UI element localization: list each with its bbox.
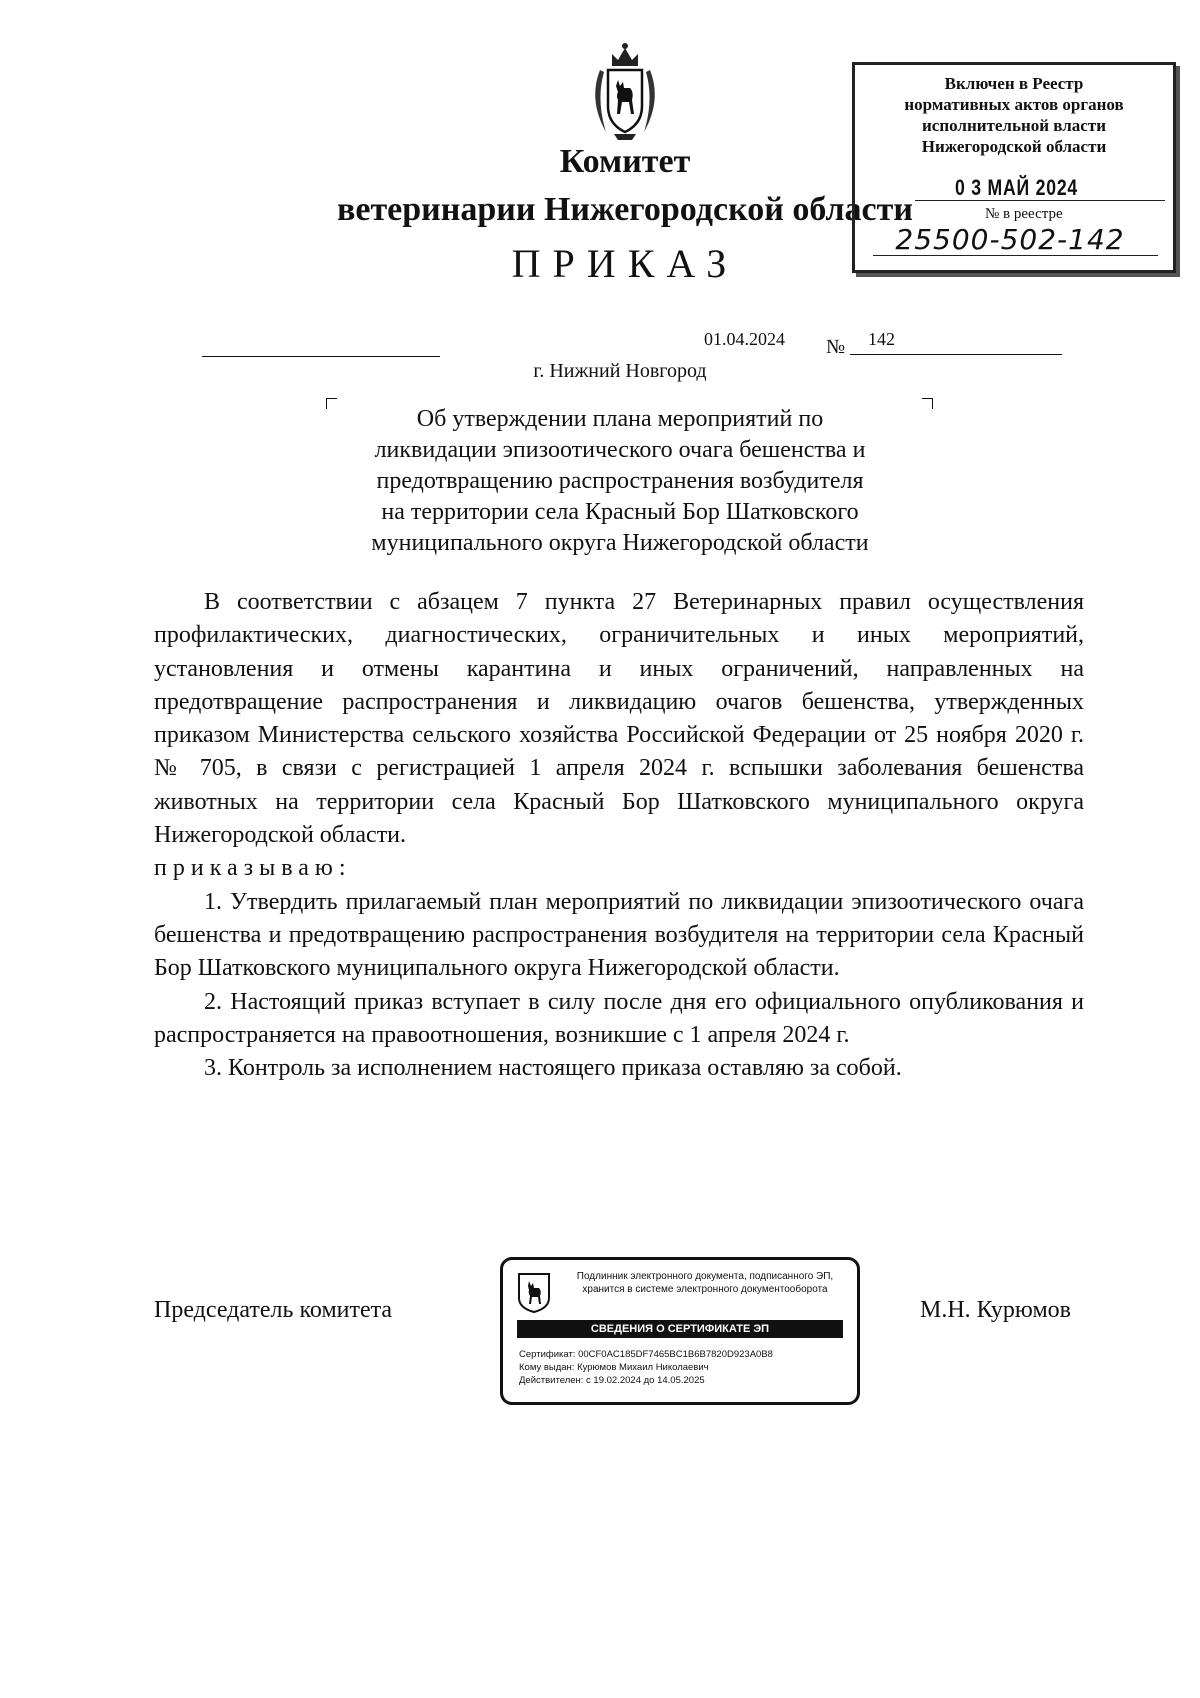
item-1-paragraph: 1. Утвердить прилагаемый план мероприятий по ликвидации эпизоотического очага бешенства и предотвращению распространения возбудителя на территории села Красный Бор Шатковского муниципального округа Нижегородской области. xyxy=(154,888,1084,982)
registry-stamp-text xyxy=(855,73,1173,157)
registry-stamp-line-4: Нижегородской области xyxy=(921,137,1107,156)
issuer-line-1: Комитет xyxy=(559,143,691,180)
esig-details xyxy=(519,1348,773,1387)
subject-line-2: ликвидации эпизоотического очага бешенства и xyxy=(374,437,866,463)
date-underline-left xyxy=(202,356,440,357)
preamble-paragraph: В соответствии с абзацем 7 пункта 27 Ветеринарных правил осуществления профилактических, диагностических, ограничительных и иных мероприятий, установления и отмены карантина и иных ограничений, направленных на предотвращение распространения и ликвидацию очагов бешенства, утвержденных приказом Министерства сельского хозяйства Российской Федерации от 25 ноября 2020 г. № 705, в связи с регистрацией 1 апреля 2024 г. вспышки заболевания бешенства животных на территории села Красный Бор Шатковского муниципального округа Нижегородской области. xyxy=(154,589,1084,849)
esig-certificate: Сертификат: 00CF0AC185DF7465BC1B6B7820D923A0B8 xyxy=(519,1349,773,1360)
registry-stamp-line-3: исполнительной власти xyxy=(922,116,1106,135)
issuer-line-2: ветеринарии Нижегородской области xyxy=(337,191,913,228)
esig-valid-period: Действителен: с 19.02.2024 до 14.05.2025 xyxy=(519,1375,705,1386)
divider xyxy=(915,200,1165,201)
coat-of-arms-icon xyxy=(586,40,664,144)
esig-header-line-1: Подлинник электронного документа, подписанного ЭП, xyxy=(576,1271,834,1282)
electronic-signature-stamp xyxy=(500,1257,860,1405)
registry-stamp-line-1: Включен в Реестр xyxy=(944,74,1084,93)
subject-line-1: Об утверждении плана мероприятий по xyxy=(416,406,824,432)
registry-number-label: № в реестре xyxy=(985,206,1063,222)
item-3-paragraph: 3. Контроль за исполнением настоящего приказа оставляю за собой. xyxy=(204,1055,902,1082)
esig-title-bar: СВЕДЕНИЯ О СЕРТИФИКАТЕ ЭП xyxy=(517,1320,843,1338)
subject-line-5: муниципального округа Нижегородской области xyxy=(371,530,869,556)
signatory-position: Председатель комитета xyxy=(154,1297,393,1323)
esig-issued-to: Кому выдан: Курюмов Михаил Николаевич xyxy=(519,1362,709,1373)
order-body xyxy=(154,586,1084,1085)
esig-header xyxy=(555,1270,855,1296)
decree-word: приказываю: xyxy=(154,855,352,882)
registry-stamp xyxy=(852,62,1176,273)
order-date: 01.04.2024 xyxy=(704,329,785,349)
signatory-name: М.Н. Курюмов xyxy=(920,1297,1072,1323)
divider xyxy=(873,255,1158,256)
subject-line-3: предотвращению распространения возбудителя xyxy=(376,468,864,494)
registry-number-handwritten: 25500-502-142 xyxy=(895,223,1125,256)
order-number: 142 xyxy=(868,329,895,349)
registry-stamp-line-2: нормативных актов органов xyxy=(904,95,1124,114)
esig-header-line-2: хранится в системе электронного документооборота xyxy=(582,1284,828,1295)
item-2-paragraph: 2. Настоящий приказ вступает в силу после дня его официального опубликования и распространяется на правоотношения, возникшие с 1 апреля 2024 г. xyxy=(154,988,1084,1048)
registry-stamp-date: 0 3 МАЙ 2024 xyxy=(955,175,1079,200)
subject-line-4: на территории села Красный Бор Шатковского xyxy=(381,499,859,525)
coat-of-arms-icon xyxy=(517,1272,551,1314)
document-type-heading: ПРИКАЗ xyxy=(511,241,739,286)
order-subject xyxy=(300,404,940,559)
order-number-label: № xyxy=(826,336,846,358)
number-underline xyxy=(850,354,1062,355)
place-of-issue: г. Нижний Новгород xyxy=(533,360,707,382)
